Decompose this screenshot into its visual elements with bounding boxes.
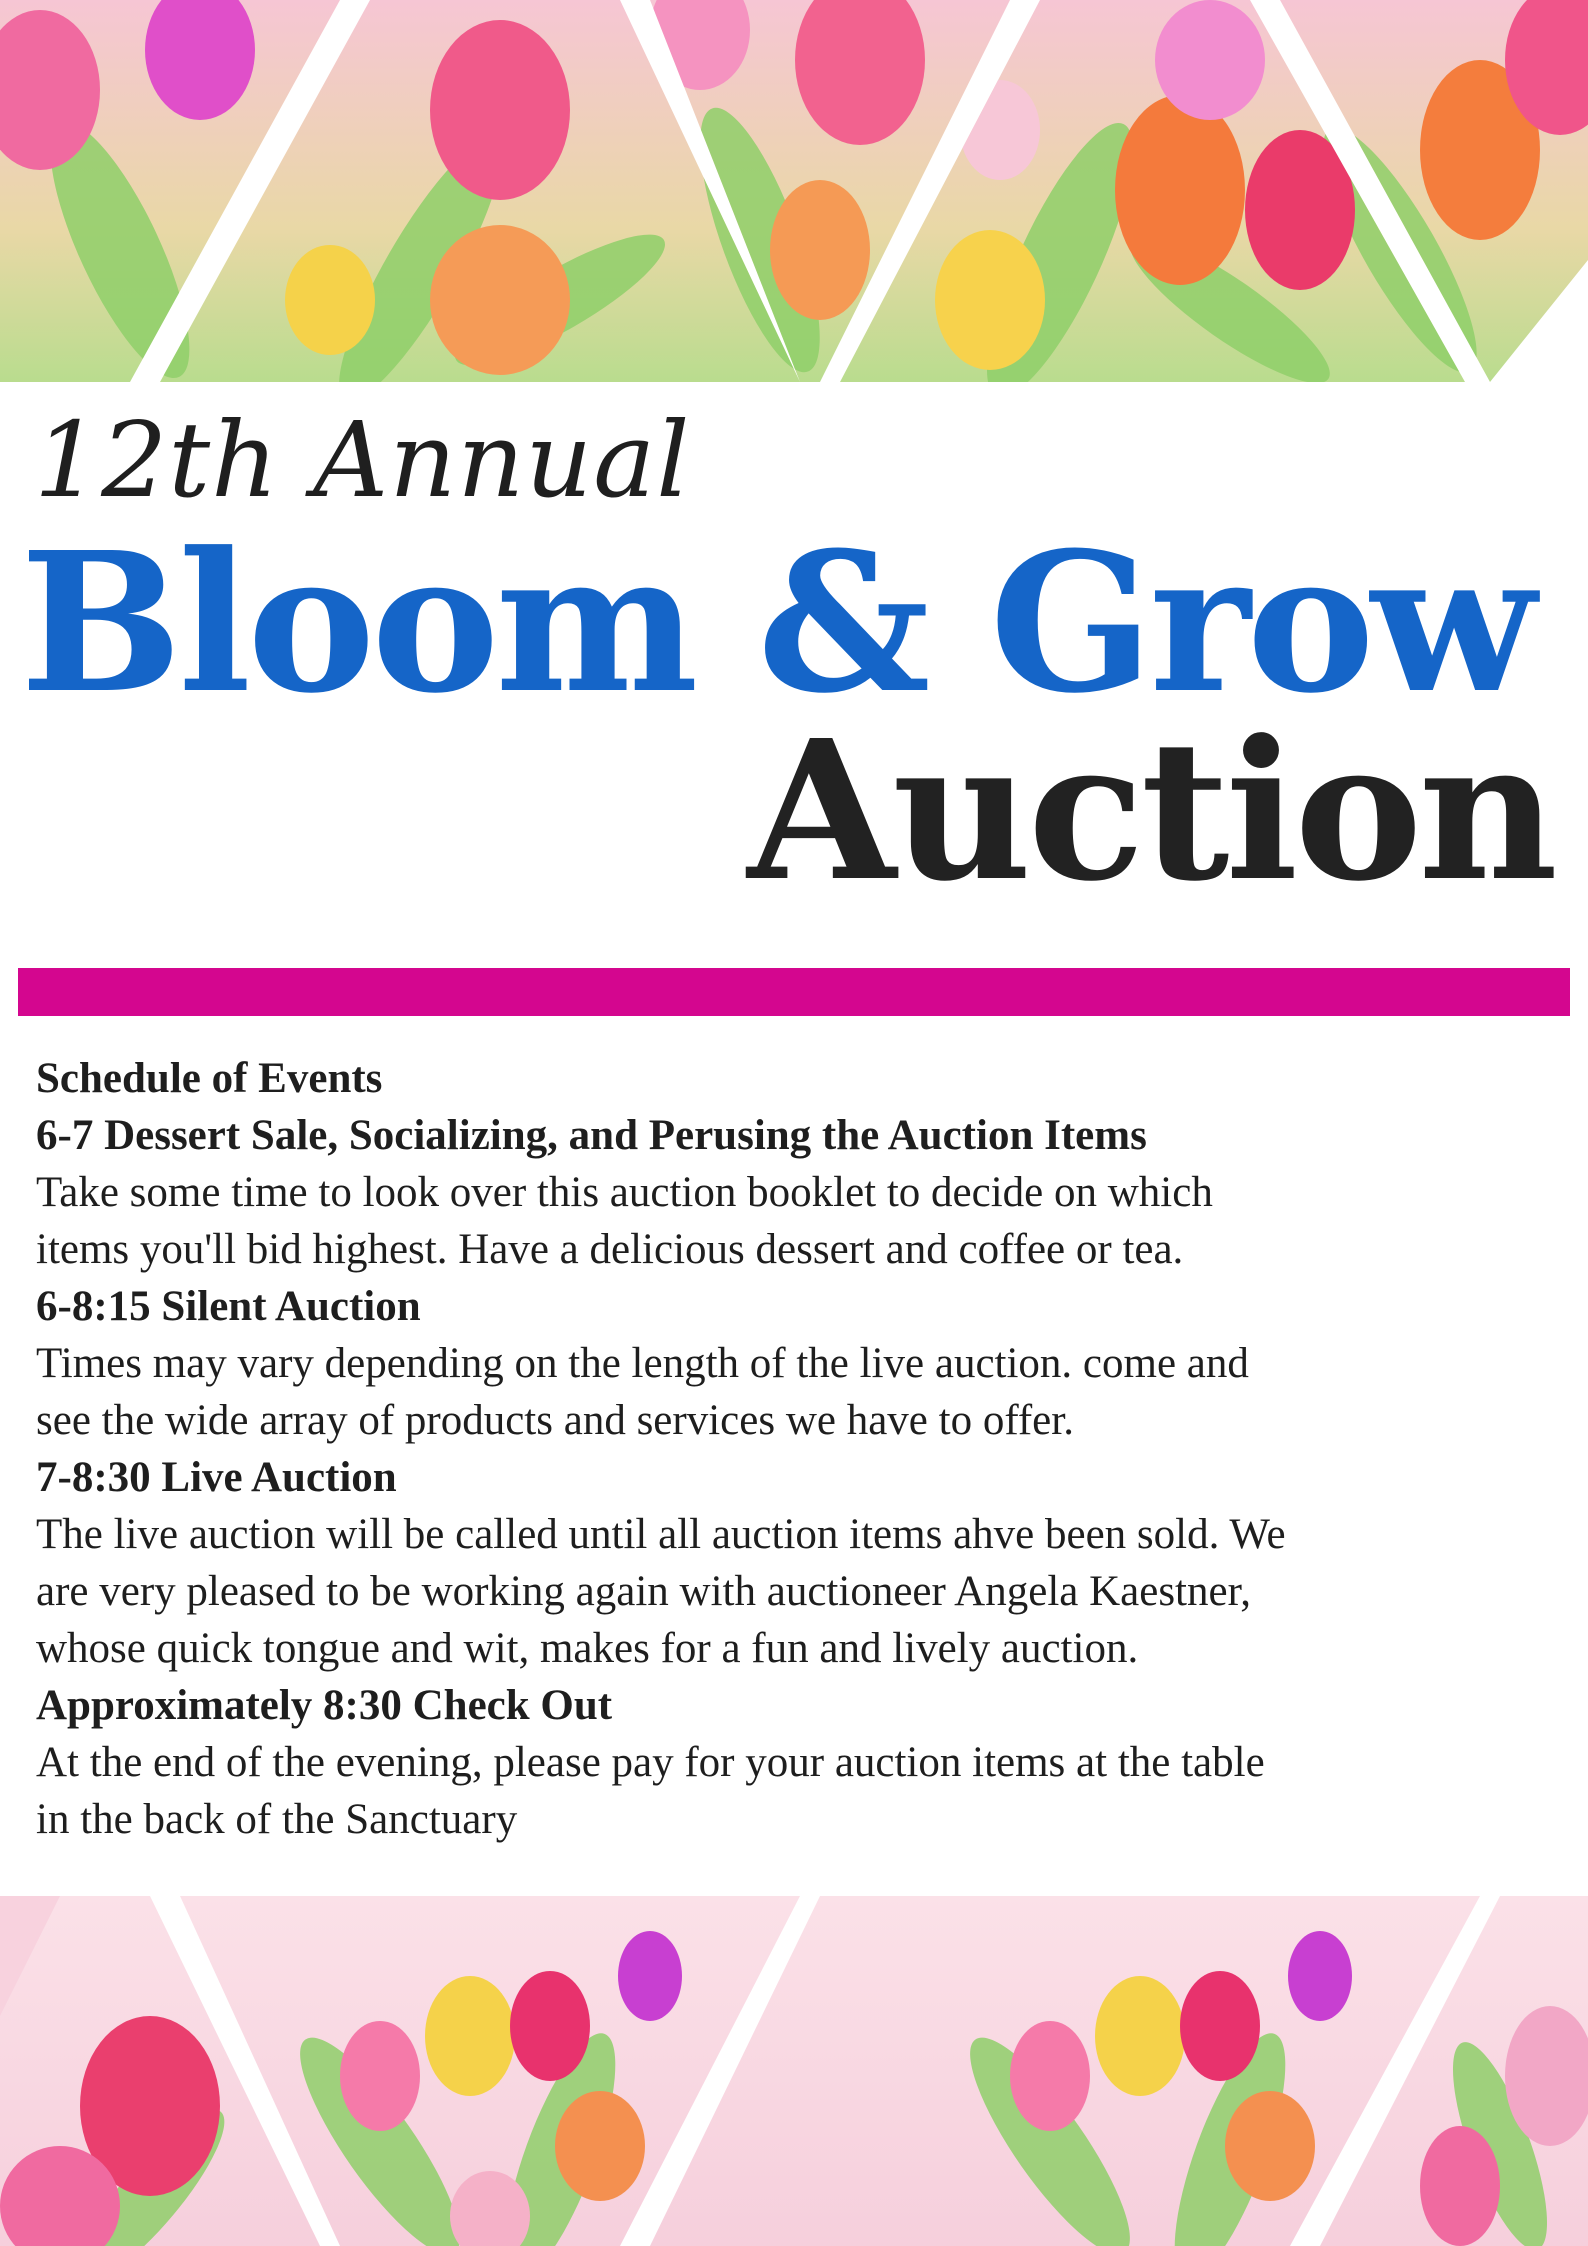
magenta-divider <box>18 968 1570 1016</box>
event-title: Approximately 8:30 Check Out <box>36 1682 613 1729</box>
bottom-tulip-banner <box>0 1896 1588 2246</box>
event-description: Times may vary depending on the length of the live auction. come and <box>36 1340 1249 1387</box>
event-description: whose quick tongue and wit, makes for a fun and lively auction. <box>36 1625 1139 1672</box>
title-bloom-grow: Bloom & Grow <box>20 511 1532 736</box>
top-tulip-banner <box>0 0 1588 382</box>
event-description: Take some time to look over this auction booklet to decide on which <box>36 1169 1213 1216</box>
event-description: items you'll bid highest. Have a delicious dessert and coffee or tea. <box>36 1226 1184 1273</box>
schedule-section <box>36 1050 1566 1848</box>
event-description: see the wide array of products and services we have to offer. <box>36 1397 1074 1444</box>
event-description: At the end of the evening, please pay for your auction items at the table <box>36 1739 1265 1786</box>
schedule-heading: Schedule of Events <box>36 1055 383 1102</box>
tulip-image <box>0 0 1588 382</box>
event-description: are very pleased to be working again with auctioneer Angela Kaestner, <box>36 1568 1251 1615</box>
tulip-image <box>0 1896 1588 2246</box>
event-title: 7-8:30 Live Auction <box>36 1454 397 1501</box>
title-auction: Auction <box>747 699 1554 924</box>
event-description: The live auction will be called until all auction items ahve been sold. We <box>36 1511 1286 1558</box>
event-title: 6-7 Dessert Sale, Socializing, and Perusing the Auction Items <box>36 1112 1147 1159</box>
event-description: in the back of the Sanctuary <box>36 1796 518 1843</box>
subtitle: 12th Annual <box>34 399 691 521</box>
event-title: 6-8:15 Silent Auction <box>36 1283 421 1330</box>
